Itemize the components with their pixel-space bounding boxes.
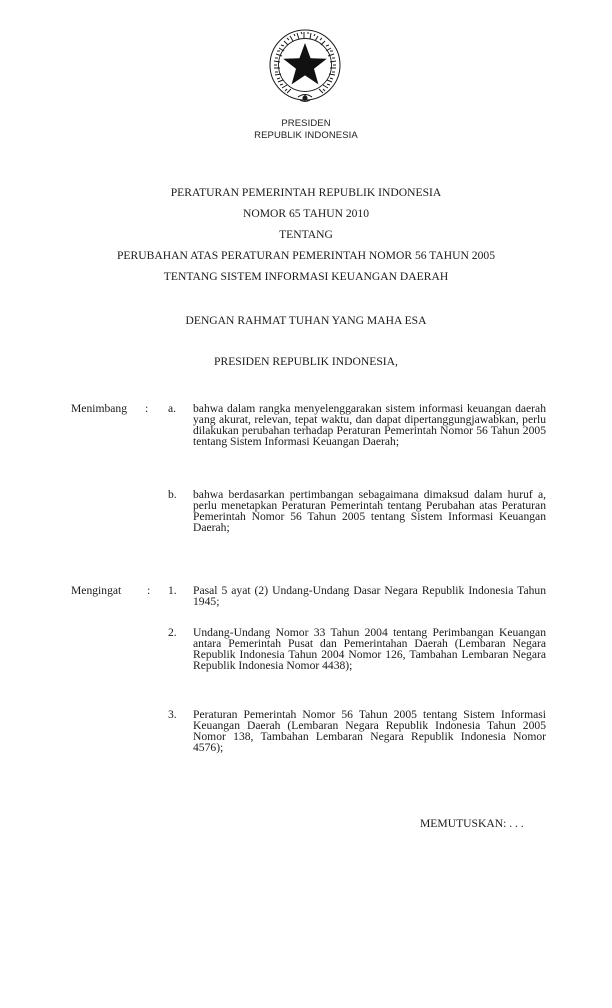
office-line-presiden: PRESIDEN <box>281 118 331 129</box>
continuation-memutuskan: MEMUTUSKAN: . . . <box>420 817 524 830</box>
regulation-number: NOMOR 65 TAHUN 2010 <box>242 207 370 220</box>
issuer: PRESIDEN REPUBLIK INDONESIA, <box>214 355 398 368</box>
regulation-subject-line-1: PERUBAHAN ATAS PERATURAN PEMERINTAH NOMOR 56 TAHUN 2005 <box>116 249 495 262</box>
mengingat-label: Mengingat <box>71 584 122 597</box>
menimbang-item-b <box>168 489 546 533</box>
regulation-tentang: TENTANG <box>279 228 333 241</box>
list-marker: 1. <box>168 584 177 597</box>
presidential-emblem-icon <box>267 28 343 104</box>
menimbang-item-a <box>168 403 546 447</box>
regulation-title: PERATURAN PEMERINTAH REPUBLIK INDONESIA <box>170 186 442 199</box>
mengingat-item-1 <box>168 585 546 607</box>
office-line-republik-indonesia: REPUBLIK INDONESIA <box>254 130 358 141</box>
mengingat-item-2 <box>168 627 546 671</box>
list-item-text: bahwa berdasarkan pertimbangan sebagaimana dimaksud dalam huruf a, perlu menetapkan Peraturan Pemerintah tentang Perubahan atas Peraturan Pemerintah Nomor 56 Tahun 2005 tentang Sistem Informasi Keuangan Daerah; <box>193 488 546 534</box>
list-marker: a. <box>168 402 177 415</box>
list-marker: b. <box>168 488 177 501</box>
list-item-text: Undang-Undang Nomor 33 Tahun 2004 tentang Perimbangan Keuangan antara Pemerintah Pusat dan Pemerintahan Daerah (Lembaran Negara Republik Indonesia Tahun 2004 Nomor 126, Tambahan Lembaran Negara Republik Indonesia Nomor 4438); <box>193 626 546 672</box>
list-item-text: Peraturan Pemerintah Nomor 56 Tahun 2005 tentang Sistem Informasi Keuangan Daerah (Lembaran Negara Republik Indonesia Tahun 2005 Nomor 138, Tambahan Lembaran Negara Republik Indonesia Nomor 4576); <box>193 708 546 754</box>
invocation: DENGAN RAHMAT TUHAN YANG MAHA ESA <box>185 314 427 327</box>
menimbang-colon: : <box>145 402 149 415</box>
list-marker: 3. <box>168 708 177 721</box>
mengingat-item-3 <box>168 709 546 753</box>
regulation-subject-line-2: TENTANG SISTEM INFORMASI KEUANGAN DAERAH <box>163 270 449 283</box>
list-item-text: bahwa dalam rangka menyelenggarakan sistem informasi keuangan daerah yang akurat, relevan, tepat waktu, dan dapat dipertanggungjawabkan, perlu dilakukan perubahan terhadap Peraturan Pemerintah Nomor 56 Tahun 2005 tentang Sistem Informasi Keuangan Daerah; <box>193 402 546 448</box>
list-marker: 2. <box>168 626 177 639</box>
menimbang-label: Menimbang <box>71 402 128 415</box>
list-item-text: Pasal 5 ayat (2) Undang-Undang Dasar Negara Republik Indonesia Tahun 1945; <box>193 584 546 608</box>
mengingat-colon: : <box>147 584 151 597</box>
